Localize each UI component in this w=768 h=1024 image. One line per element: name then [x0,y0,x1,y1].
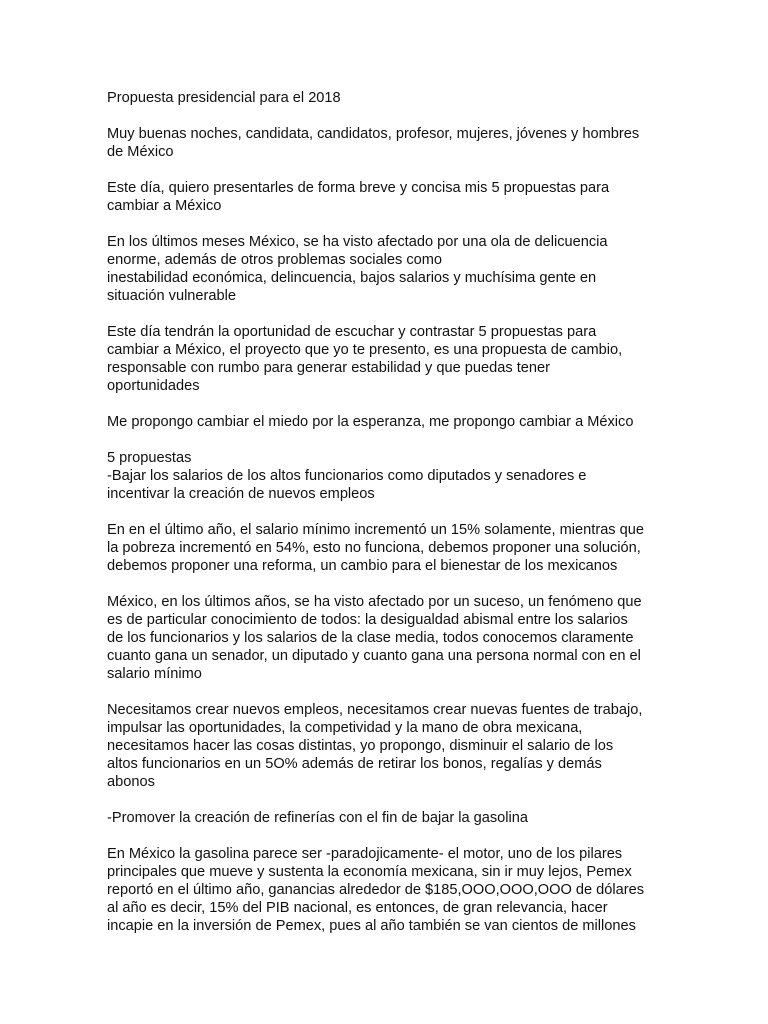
text-line: la pobreza incrementó en 54%, esto no funciona, debemos proponer una solución, [107,540,641,556]
paragraph [107,323,667,395]
text-line: reportó en el último año, ganancias alrededor de $185,OOO,OOO,OOO de dólares [107,882,645,898]
text-line: Muy buenas noches, candidata, candidatos, profesor, mujeres, jóvenes y hombres [107,126,640,142]
text-line: -Promover la creación de refinerías con el fin de bajar la gasolina [107,810,529,826]
paragraph [107,845,667,935]
paragraph [107,233,667,305]
text-line: altos funcionarios en un 5O% además de retirar los bonos, regalías y demás [107,756,602,772]
text-line: oportunidades [107,378,200,394]
text-line: Necesitamos crear nuevos empleos, necesitamos crear nuevas fuentes de trabajo, [107,702,643,718]
paragraph [107,521,667,575]
text-line: necesitamos hacer las cosas distintas, yo propongo, disminuir el salario de los [107,738,614,754]
text-line: inestabilidad económica, delincuencia, bajos salarios y muchísima gente en [107,270,597,286]
document-body [107,89,667,953]
text-line: Propuesta presidencial para el 2018 [107,90,341,106]
text-line: abonos [107,774,155,790]
text-line: -Bajar los salarios de los altos funcionarios como diputados y senadores e [107,468,587,484]
text-line: 5 propuestas [107,450,192,466]
paragraph [107,413,667,431]
text-line: Este día tendrán la oportunidad de escuchar y contrastar 5 propuestas para [107,324,597,340]
text-line: debemos proponer una reforma, un cambio para el bienestar de los mexicanos [107,558,618,574]
text-line: al año es decir, 15% del PIB nacional, es entonces, de gran relevancia, hacer [107,900,608,916]
paragraph [107,125,667,161]
text-line: impulsar las oportunidades, la competividad y la mano de obra mexicana, [107,720,583,736]
text-line: salario mínimo [107,666,202,682]
text-line: principales que mueve y sustenta la economía mexicana, sin ir muy lejos, Pemex [107,864,632,880]
paragraph [107,701,667,791]
text-line: Este día, quiero presentarles de forma breve y concisa mis 5 propuestas para [107,180,610,196]
text-line: es de particular conocimiento de todos: la desigualdad abismal entre los salarios [107,612,628,628]
text-line: Me propongo cambiar el miedo por la esperanza, me propongo cambiar a México [107,414,634,430]
text-line: situación vulnerable [107,288,236,304]
text-line: cuanto gana un senador, un diputado y cuanto gana una persona normal con en el [107,648,641,664]
paragraph [107,449,667,503]
text-line: incentivar la creación de nuevos empleos [107,486,375,502]
text-line: En en el último año, el salario mínimo incrementó un 15% solamente, mientras que [107,522,645,538]
text-line: incapie en la inversión de Pemex, pues al año también se van cientos de millones [107,918,636,934]
paragraph [107,809,667,827]
text-line: de los funcionarios y los salarios de la clase media, todos conocemos claramente [107,630,634,646]
text-line: En los últimos meses México, se ha visto afectado por una ola de delicuencia [107,234,608,250]
text-line: En México la gasolina parece ser -paradojicamente- el motor, uno de los pilares [107,846,623,862]
text-line: México, en los últimos años, se ha visto afectado por un suceso, un fenómeno que [107,594,642,610]
text-line: cambiar a México [107,198,222,214]
paragraph [107,89,667,107]
paragraph [107,593,667,683]
text-line: cambiar a México, el proyecto que yo te presento, es una propuesta de cambio, [107,342,623,358]
paragraph [107,179,667,215]
text-line: de México [107,144,174,160]
text-line: responsable con rumbo para generar estabilidad y que puedas tener [107,360,550,376]
text-line: enorme, además de otros problemas sociales como [107,252,443,268]
